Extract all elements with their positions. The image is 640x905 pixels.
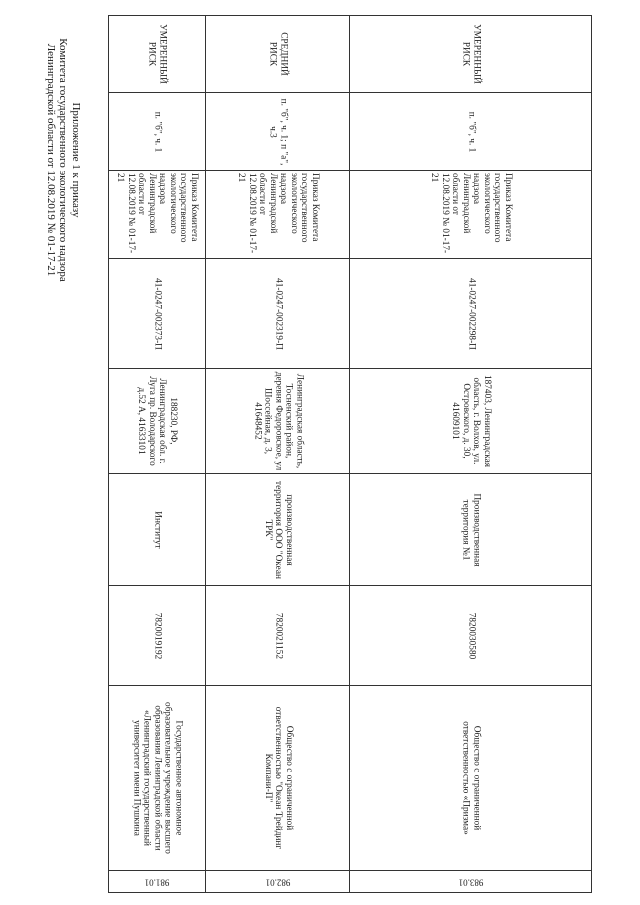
cell-criteria: п. "б", ч. 1 bbox=[109, 93, 206, 171]
cell-object: производственная территория ООО "Океан ТРК" bbox=[205, 474, 350, 586]
cell-risk: УМЕРЕННЫЙ РИСК bbox=[350, 16, 592, 93]
table-col-order bbox=[109, 171, 592, 259]
cell-order: Приказ Комитета государственного экологического надзора Ленинградской области от 12.08.2019 № 01-17-21 bbox=[350, 171, 592, 259]
table-col-name bbox=[109, 686, 592, 871]
cell-object: Институт bbox=[109, 474, 206, 586]
table-col-object bbox=[109, 474, 592, 586]
cell-criteria: п. "б", ч. 1; п "а", ч.3 bbox=[205, 93, 350, 171]
cell-order: Приказ Комитета государственного экологического надзора Ленинградской области от 12.08.2019 № 01-17-21 bbox=[205, 171, 350, 259]
table-col-inn bbox=[109, 586, 592, 686]
cell-code: 41-0247-002373-П bbox=[109, 259, 206, 369]
document-header bbox=[18, 0, 108, 320]
cell-order: Приказ Комитета государственного экологического надзора Ленинградской области от 12.08.2019 № 01-17-21 bbox=[109, 171, 206, 259]
header-line-2: Комитета государственного экологического надзора bbox=[57, 38, 70, 282]
table-col-criteria bbox=[109, 93, 592, 171]
cell-num: 982.01 bbox=[205, 871, 350, 893]
cell-risk: СРЕДНИЙ РИСК bbox=[205, 16, 350, 93]
cell-criteria: п. "б", ч. 1 bbox=[350, 93, 592, 171]
cell-address: 188230, РФ, Ленинградская обл. г. Луга пр. Володарского д.52 А, 41633101 bbox=[109, 369, 206, 474]
cell-inn: 7820021152 bbox=[205, 586, 350, 686]
cell-address: Ленинградская область, Тосненский район, деревня Федоровское, ул Шоссейная, д. 3, 41648452 bbox=[205, 369, 350, 474]
cell-code: 41-0247-002319-П bbox=[205, 259, 350, 369]
cell-risk: УМЕРЕННЫЙ РИСК bbox=[109, 16, 206, 93]
cell-inn: 7820019192 bbox=[109, 586, 206, 686]
cell-name: Общество с ограниченной ответственностью "Океан Трейдинг Компани-П" bbox=[205, 686, 350, 871]
cell-code: 41-0247-002298-П bbox=[350, 259, 592, 369]
cell-name: Общество с ограниченной ответственностью «Призма» bbox=[350, 686, 592, 871]
table-col-address bbox=[109, 369, 592, 474]
cell-inn: 7820030580 bbox=[350, 586, 592, 686]
table-col-code bbox=[109, 259, 592, 369]
cell-address: 187403, Ленинградская область, г. Волхов, ул. Островского, д. 30, 41609101 bbox=[350, 369, 592, 474]
cell-name: Государственное автономное образовательное учреждение высшего образования Ленинградской области «Ленинградский государственный университет имени Пушкина bbox=[109, 686, 206, 871]
table-col-risk bbox=[109, 16, 592, 93]
header-line-3: Ленинградской области от 12.08.2019 № 01-17-21 bbox=[44, 43, 57, 277]
registry-table bbox=[108, 15, 592, 893]
cell-num: 981.01 bbox=[109, 871, 206, 893]
header-line-1: Приложение 1 к приказу bbox=[69, 102, 82, 218]
cell-num: 983.01 bbox=[350, 871, 592, 893]
cell-object: Производственная территория №1 bbox=[350, 474, 592, 586]
table-col-num bbox=[109, 871, 592, 893]
